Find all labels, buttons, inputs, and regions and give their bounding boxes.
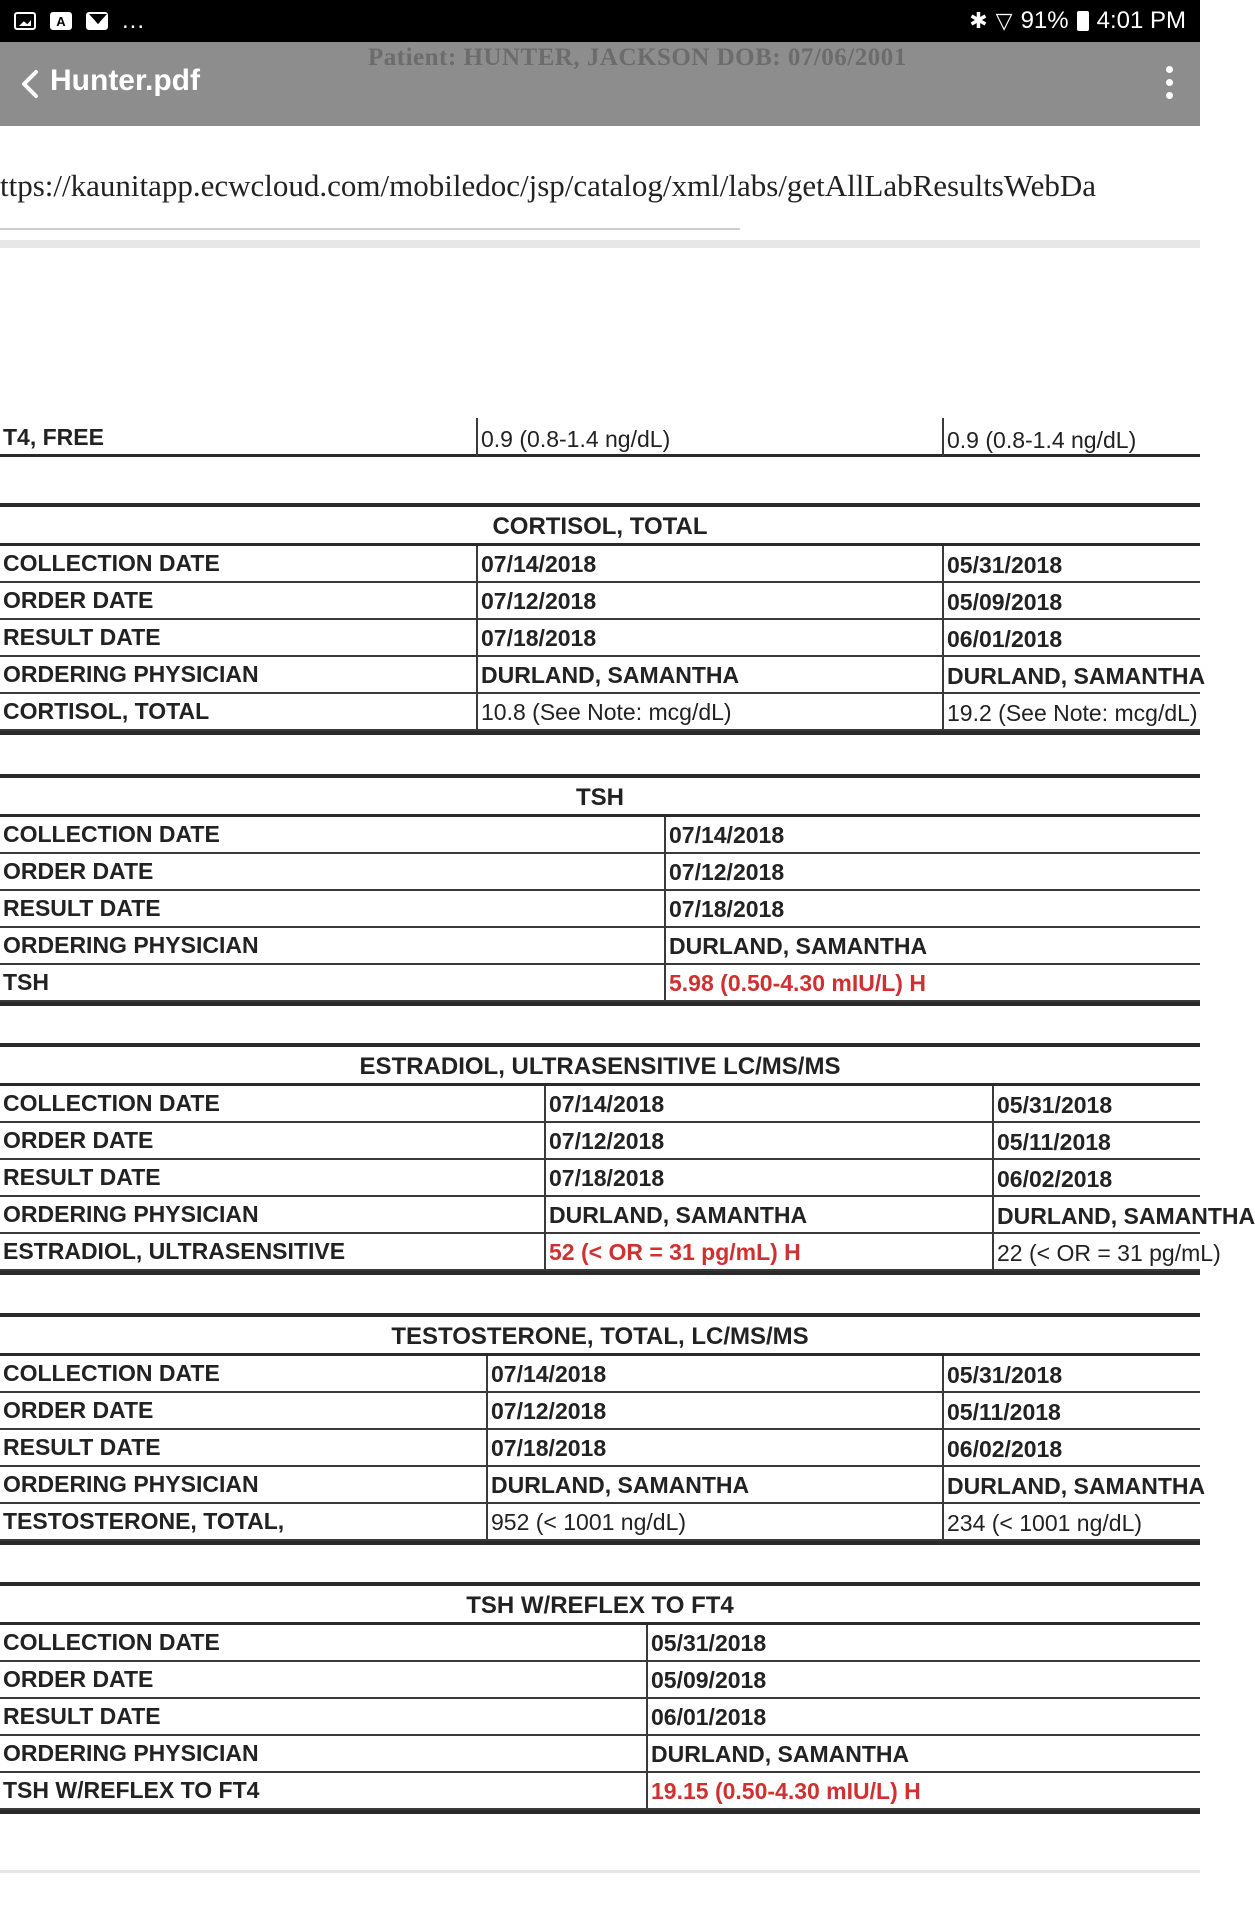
section-top-rule xyxy=(0,1043,1200,1047)
app-bar xyxy=(0,42,1200,126)
table-row xyxy=(0,657,1206,694)
table-row xyxy=(0,1625,1200,1662)
row-label: COLLECTION DATE xyxy=(3,550,220,576)
table-row xyxy=(0,1662,1200,1699)
row-label: ORDER DATE xyxy=(3,1397,154,1423)
row-label: COLLECTION DATE xyxy=(3,1629,220,1655)
row-label: T4, FREE xyxy=(3,424,104,450)
section-bottom-rule xyxy=(0,1271,1200,1275)
row-label: ORDER DATE xyxy=(3,587,154,613)
battery-icon xyxy=(1077,11,1089,31)
row-value-2: 06/02/2018 xyxy=(942,1430,1200,1465)
section-bottom-rule xyxy=(0,1810,1200,1814)
table-row xyxy=(0,694,1200,731)
row-value-2: DURLAND, SAMANTHA xyxy=(942,657,1200,692)
battery-percent: 91% xyxy=(1020,7,1069,34)
row-value-2: 05/31/2018 xyxy=(942,1356,1200,1391)
section-top-rule xyxy=(0,503,1200,507)
row-label: ORDERING PHYSICIAN xyxy=(3,661,259,687)
row-value-2: 06/02/2018 xyxy=(992,1160,1200,1195)
row-label: RESULT DATE xyxy=(3,1434,161,1460)
section-bottom-rule xyxy=(0,1002,1200,1006)
notification-icons xyxy=(14,7,145,35)
row-label: ORDER DATE xyxy=(3,1666,154,1692)
row-value-1: 05/31/2018 xyxy=(646,1625,1200,1660)
row-value-1: 07/12/2018 xyxy=(664,854,1200,889)
row-value-1: 07/18/2018 xyxy=(486,1430,942,1465)
table-row xyxy=(0,1736,1200,1773)
page-divider xyxy=(0,240,1200,248)
row-value-1: DURLAND, SAMANTHA xyxy=(646,1736,1200,1771)
row-value-2: 05/11/2018 xyxy=(992,1123,1200,1158)
row-label: ORDER DATE xyxy=(3,858,154,884)
section-top-rule xyxy=(0,1313,1200,1317)
status-bar xyxy=(0,0,1200,42)
row-label: ORDERING PHYSICIAN xyxy=(3,1740,259,1766)
table-row xyxy=(0,965,1200,1002)
row-value-1: 07/14/2018 xyxy=(486,1356,942,1391)
print-url: ttps://kaunitapp.ecwcloud.com/mobiledoc/jsp/catalog/xml/labs/getAllLabResultsWebDa xyxy=(0,168,1097,203)
section-bottom-rule xyxy=(0,731,1200,735)
table-row xyxy=(0,1504,1200,1541)
app-a-icon: A xyxy=(50,12,72,30)
table-row xyxy=(0,1160,1200,1197)
row-value-1: 07/18/2018 xyxy=(476,620,942,655)
table-row xyxy=(0,817,1200,854)
row-value-1: 19.15 (0.50-4.30 mIU/L) H xyxy=(646,1773,1200,1808)
table-row xyxy=(0,583,1200,620)
section-title: TSH xyxy=(576,784,624,811)
table-row xyxy=(0,1393,1200,1430)
row-value-1: 06/01/2018 xyxy=(646,1699,1200,1734)
row-value-1: 07/14/2018 xyxy=(664,817,1200,852)
row-value-2: 05/31/2018 xyxy=(992,1086,1200,1121)
row-value-1: 52 (< OR = 31 pg/mL) H xyxy=(544,1234,992,1269)
gallery-icon xyxy=(14,12,36,30)
row-label: COLLECTION DATE xyxy=(3,1090,220,1116)
table-row xyxy=(0,1356,1200,1393)
row-value-2: 05/11/2018 xyxy=(942,1393,1200,1428)
table-row xyxy=(0,928,1200,965)
section-top-rule xyxy=(0,1582,1200,1586)
row-label: CORTISOL, TOTAL xyxy=(3,698,210,724)
row-label: COLLECTION DATE xyxy=(3,1360,220,1386)
row-label: RESULT DATE xyxy=(3,1164,161,1190)
row-value-1: 07/12/2018 xyxy=(476,583,942,618)
row-value-2: 234 (< 1001 ng/dL) xyxy=(942,1504,1200,1539)
table-row xyxy=(0,620,1200,657)
row-label: ORDERING PHYSICIAN xyxy=(3,1471,259,1497)
row-value-1: 05/09/2018 xyxy=(646,1662,1200,1697)
table-row xyxy=(0,1197,1255,1234)
row-label: ESTRADIOL, ULTRASENSITIVE xyxy=(3,1238,346,1264)
row-label: ORDERING PHYSICIAN xyxy=(3,932,259,958)
row-value-1: DURLAND, SAMANTHA xyxy=(664,928,1200,963)
row-value-1: 07/12/2018 xyxy=(486,1393,942,1428)
mail-icon xyxy=(86,12,108,30)
row-value-1: 07/12/2018 xyxy=(544,1123,992,1158)
section-title: ESTRADIOL, ULTRASENSITIVE LC/MS/MS xyxy=(359,1053,841,1080)
row-value-1: 0.9 (0.8-1.4 ng/dL) xyxy=(476,418,942,456)
row-value-1: 07/14/2018 xyxy=(476,546,942,581)
row-label: RESULT DATE xyxy=(3,895,161,921)
row-value-2: 05/31/2018 xyxy=(942,546,1200,581)
row-value-2: 22 (< OR = 31 pg/mL) xyxy=(992,1234,1200,1269)
row-label: COLLECTION DATE xyxy=(3,821,220,847)
row-label: TSH xyxy=(3,969,49,995)
back-arrow-icon[interactable] xyxy=(14,66,50,102)
table-row xyxy=(0,854,1200,891)
row-value-1: 5.98 (0.50-4.30 mIU/L) H xyxy=(664,965,1200,1000)
row-value-1: 07/14/2018 xyxy=(544,1086,992,1121)
wifi-icon: ▽ xyxy=(995,8,1013,33)
table-row xyxy=(0,1699,1200,1736)
url-divider xyxy=(0,228,740,230)
row-label: RESULT DATE xyxy=(3,1703,161,1729)
t4-free-row xyxy=(0,418,1200,456)
row-value-2: 06/01/2018 xyxy=(942,620,1200,655)
row-value-2: DURLAND, SAMANTHA xyxy=(992,1197,1200,1232)
row-label: RESULT DATE xyxy=(3,624,161,650)
row-label: TESTOSTERONE, TOTAL, xyxy=(3,1508,285,1534)
table-row xyxy=(0,546,1200,583)
clock: 4:01 PM xyxy=(1096,7,1186,34)
row-value-2: 0.9 (0.8-1.4 ng/dL) xyxy=(942,418,1200,456)
row-label: ORDER DATE xyxy=(3,1127,154,1153)
section-bottom-rule xyxy=(0,1541,1200,1545)
bluetooth-icon: ✱ xyxy=(969,8,988,33)
section-title: CORTISOL, TOTAL xyxy=(492,513,708,540)
page-bottom-divider xyxy=(0,1870,1200,1873)
overflow-menu-icon[interactable] xyxy=(1164,66,1174,102)
row-value-1: DURLAND, SAMANTHA xyxy=(544,1197,992,1232)
row-value-2: 05/09/2018 xyxy=(942,583,1200,618)
row-value-1: 10.8 (See Note: mcg/dL) xyxy=(476,694,942,729)
document-title: Hunter.pdf xyxy=(50,64,200,97)
table-row xyxy=(0,1430,1200,1467)
section-title: TESTOSTERONE, TOTAL, LC/MS/MS xyxy=(391,1323,809,1350)
row-label: ORDERING PHYSICIAN xyxy=(3,1201,259,1227)
row-value-1: 07/18/2018 xyxy=(544,1160,992,1195)
row-value-2: 19.2 (See Note: mcg/dL) xyxy=(942,694,1200,729)
row-label: TSH W/REFLEX TO FT4 xyxy=(3,1777,260,1803)
row-value-1: 07/18/2018 xyxy=(664,891,1200,926)
section-top-rule xyxy=(0,774,1200,778)
row-value-1: 952 (< 1001 ng/dL) xyxy=(486,1504,942,1539)
table-row xyxy=(0,1123,1200,1160)
more-notifications: ... xyxy=(122,7,146,34)
system-icons xyxy=(969,7,1186,35)
table-row xyxy=(0,891,1200,928)
patient-header: Patient: HUNTER, JACKSON DOB: 07/06/2001 xyxy=(368,44,907,71)
row-value-1: DURLAND, SAMANTHA xyxy=(476,657,942,692)
table-row xyxy=(0,1467,1206,1504)
row-value-2: DURLAND, SAMANTHA xyxy=(942,1467,1200,1502)
table-row xyxy=(0,1773,1200,1810)
table-row xyxy=(0,1086,1200,1123)
row-value-1: DURLAND, SAMANTHA xyxy=(486,1467,942,1502)
section-title: TSH W/REFLEX TO FT4 xyxy=(466,1592,734,1619)
table-row xyxy=(0,1234,1221,1271)
